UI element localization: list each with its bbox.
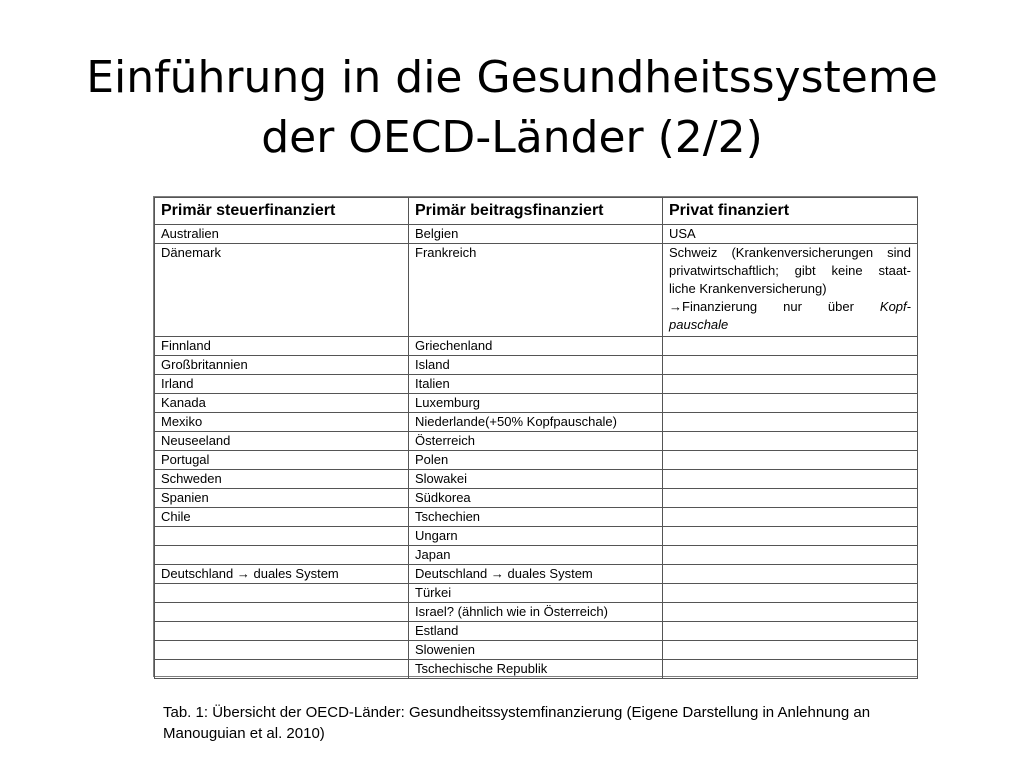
table-cell: Australien: [155, 225, 409, 244]
table-cell: Ungarn: [409, 527, 663, 546]
table-cell: Portugal: [155, 451, 409, 470]
table-row: [155, 244, 918, 337]
table-cell: Mexiko: [155, 413, 409, 432]
table-cell: Israel? (ähnlich wie in Österreich): [409, 603, 663, 622]
table-body: [155, 225, 918, 679]
table-cell: [663, 451, 918, 470]
table-cell: Großbritannien: [155, 356, 409, 375]
table-cell: [155, 622, 409, 641]
header-tax-financed: Primär steuerfinanziert: [155, 198, 409, 225]
schweiz-cell-fragment: →Finanzierung nur über: [669, 299, 854, 314]
table-cell: [663, 527, 918, 546]
table-cell: [663, 622, 918, 641]
slide-title-line-1: Einführung in die Gesundheitssysteme: [86, 52, 938, 103]
schweiz-cell-line: privatwirtschaftlich; gibt keine staat-: [669, 263, 911, 278]
financing-table-frame: [153, 196, 918, 677]
table-row: [155, 489, 918, 508]
table-cell: Deutschland → duales System: [155, 565, 409, 584]
financing-table: [154, 197, 918, 679]
table-cell: Polen: [409, 451, 663, 470]
table-row: [155, 527, 918, 546]
table-cell: Slowakei: [409, 470, 663, 489]
table-row: [155, 660, 918, 679]
table-cell: Island: [409, 356, 663, 375]
table-cell: [663, 356, 918, 375]
table-cell: [663, 641, 918, 660]
table-row: [155, 641, 918, 660]
table-cell: [663, 508, 918, 527]
table-row: [155, 375, 918, 394]
table-cell: [663, 584, 918, 603]
table-cell: Italien: [409, 375, 663, 394]
table-row: [155, 225, 918, 244]
table-row: [155, 451, 918, 470]
table-row: [155, 470, 918, 489]
table-row: [155, 584, 918, 603]
table-cell: Slowenien: [409, 641, 663, 660]
table-row: [155, 337, 918, 356]
table-cell: Kanada: [155, 394, 409, 413]
table-cell: Tschechien: [409, 508, 663, 527]
table-cell: [663, 470, 918, 489]
table-row: [155, 394, 918, 413]
table-cell: [155, 660, 409, 679]
table-cell: Estland: [409, 622, 663, 641]
table-row: [155, 432, 918, 451]
table-row: [155, 622, 918, 641]
table-cell: Chile: [155, 508, 409, 527]
table-cell: Schweden: [155, 470, 409, 489]
table-cell: Luxemburg: [409, 394, 663, 413]
table-cell: Frankreich: [409, 244, 663, 337]
table-cell: Tschechische Republik: [409, 660, 663, 679]
table-cell: [155, 641, 409, 660]
slide-title: [40, 48, 984, 168]
schweiz-cell-line: Schweiz (Krankenversicherungen sind: [669, 245, 911, 260]
table-cell: [663, 244, 918, 337]
table-cell: Spanien: [155, 489, 409, 508]
schweiz-cell-line: liche Krankenversicherung): [669, 281, 827, 296]
table-cell: [155, 584, 409, 603]
table-cell: Japan: [409, 546, 663, 565]
header-contribution-financed: Primär beitragsfinanziert: [409, 198, 663, 225]
table-cell: Niederlande(+50% Kopfpauschale): [409, 413, 663, 432]
caption-line-2: Manouguian et al. 2010): [163, 725, 325, 742]
table-cell: [663, 603, 918, 622]
table-row: [155, 413, 918, 432]
table-cell: Irland: [155, 375, 409, 394]
table-cell: [663, 660, 918, 679]
table-cell: [155, 603, 409, 622]
table-cell: Finnland: [155, 337, 409, 356]
table-cell: [663, 394, 918, 413]
table-cell: Deutschland → duales System: [409, 565, 663, 584]
table-header-row: [155, 198, 918, 225]
schweiz-cell-line: [669, 298, 911, 316]
table-row: [155, 356, 918, 375]
schweiz-cell-fragment: Kopf-: [879, 299, 911, 314]
table-cell: Österreich: [409, 432, 663, 451]
table-caption: [163, 702, 923, 744]
caption-line-1: Tab. 1: Übersicht der OECD-Länder: Gesundheitssystemfinanzierung (Eigene Darstellung in Anlehnung an: [163, 704, 871, 721]
table-cell: [663, 546, 918, 565]
table-cell: [663, 337, 918, 356]
table-row: [155, 565, 918, 584]
table-row: [155, 546, 918, 565]
table-cell: [155, 546, 409, 565]
table-cell: [663, 375, 918, 394]
table-cell: [155, 527, 409, 546]
table-cell: Südkorea: [409, 489, 663, 508]
header-privately-financed: Privat finanziert: [663, 198, 918, 225]
table-cell: [663, 413, 918, 432]
table-cell: Türkei: [409, 584, 663, 603]
slide-title-line-2: der OECD-Länder (2/2): [261, 112, 763, 163]
table-row: [155, 508, 918, 527]
table-cell: Belgien: [409, 225, 663, 244]
table-cell: USA: [663, 225, 918, 244]
schweiz-cell-line: pauschale: [669, 317, 729, 332]
table-cell: Neuseeland: [155, 432, 409, 451]
table-cell: Griechenland: [409, 337, 663, 356]
table-cell: Dänemark: [155, 244, 409, 337]
table-cell: [663, 432, 918, 451]
table-cell: [663, 565, 918, 584]
table-cell: [663, 489, 918, 508]
table-row: [155, 603, 918, 622]
